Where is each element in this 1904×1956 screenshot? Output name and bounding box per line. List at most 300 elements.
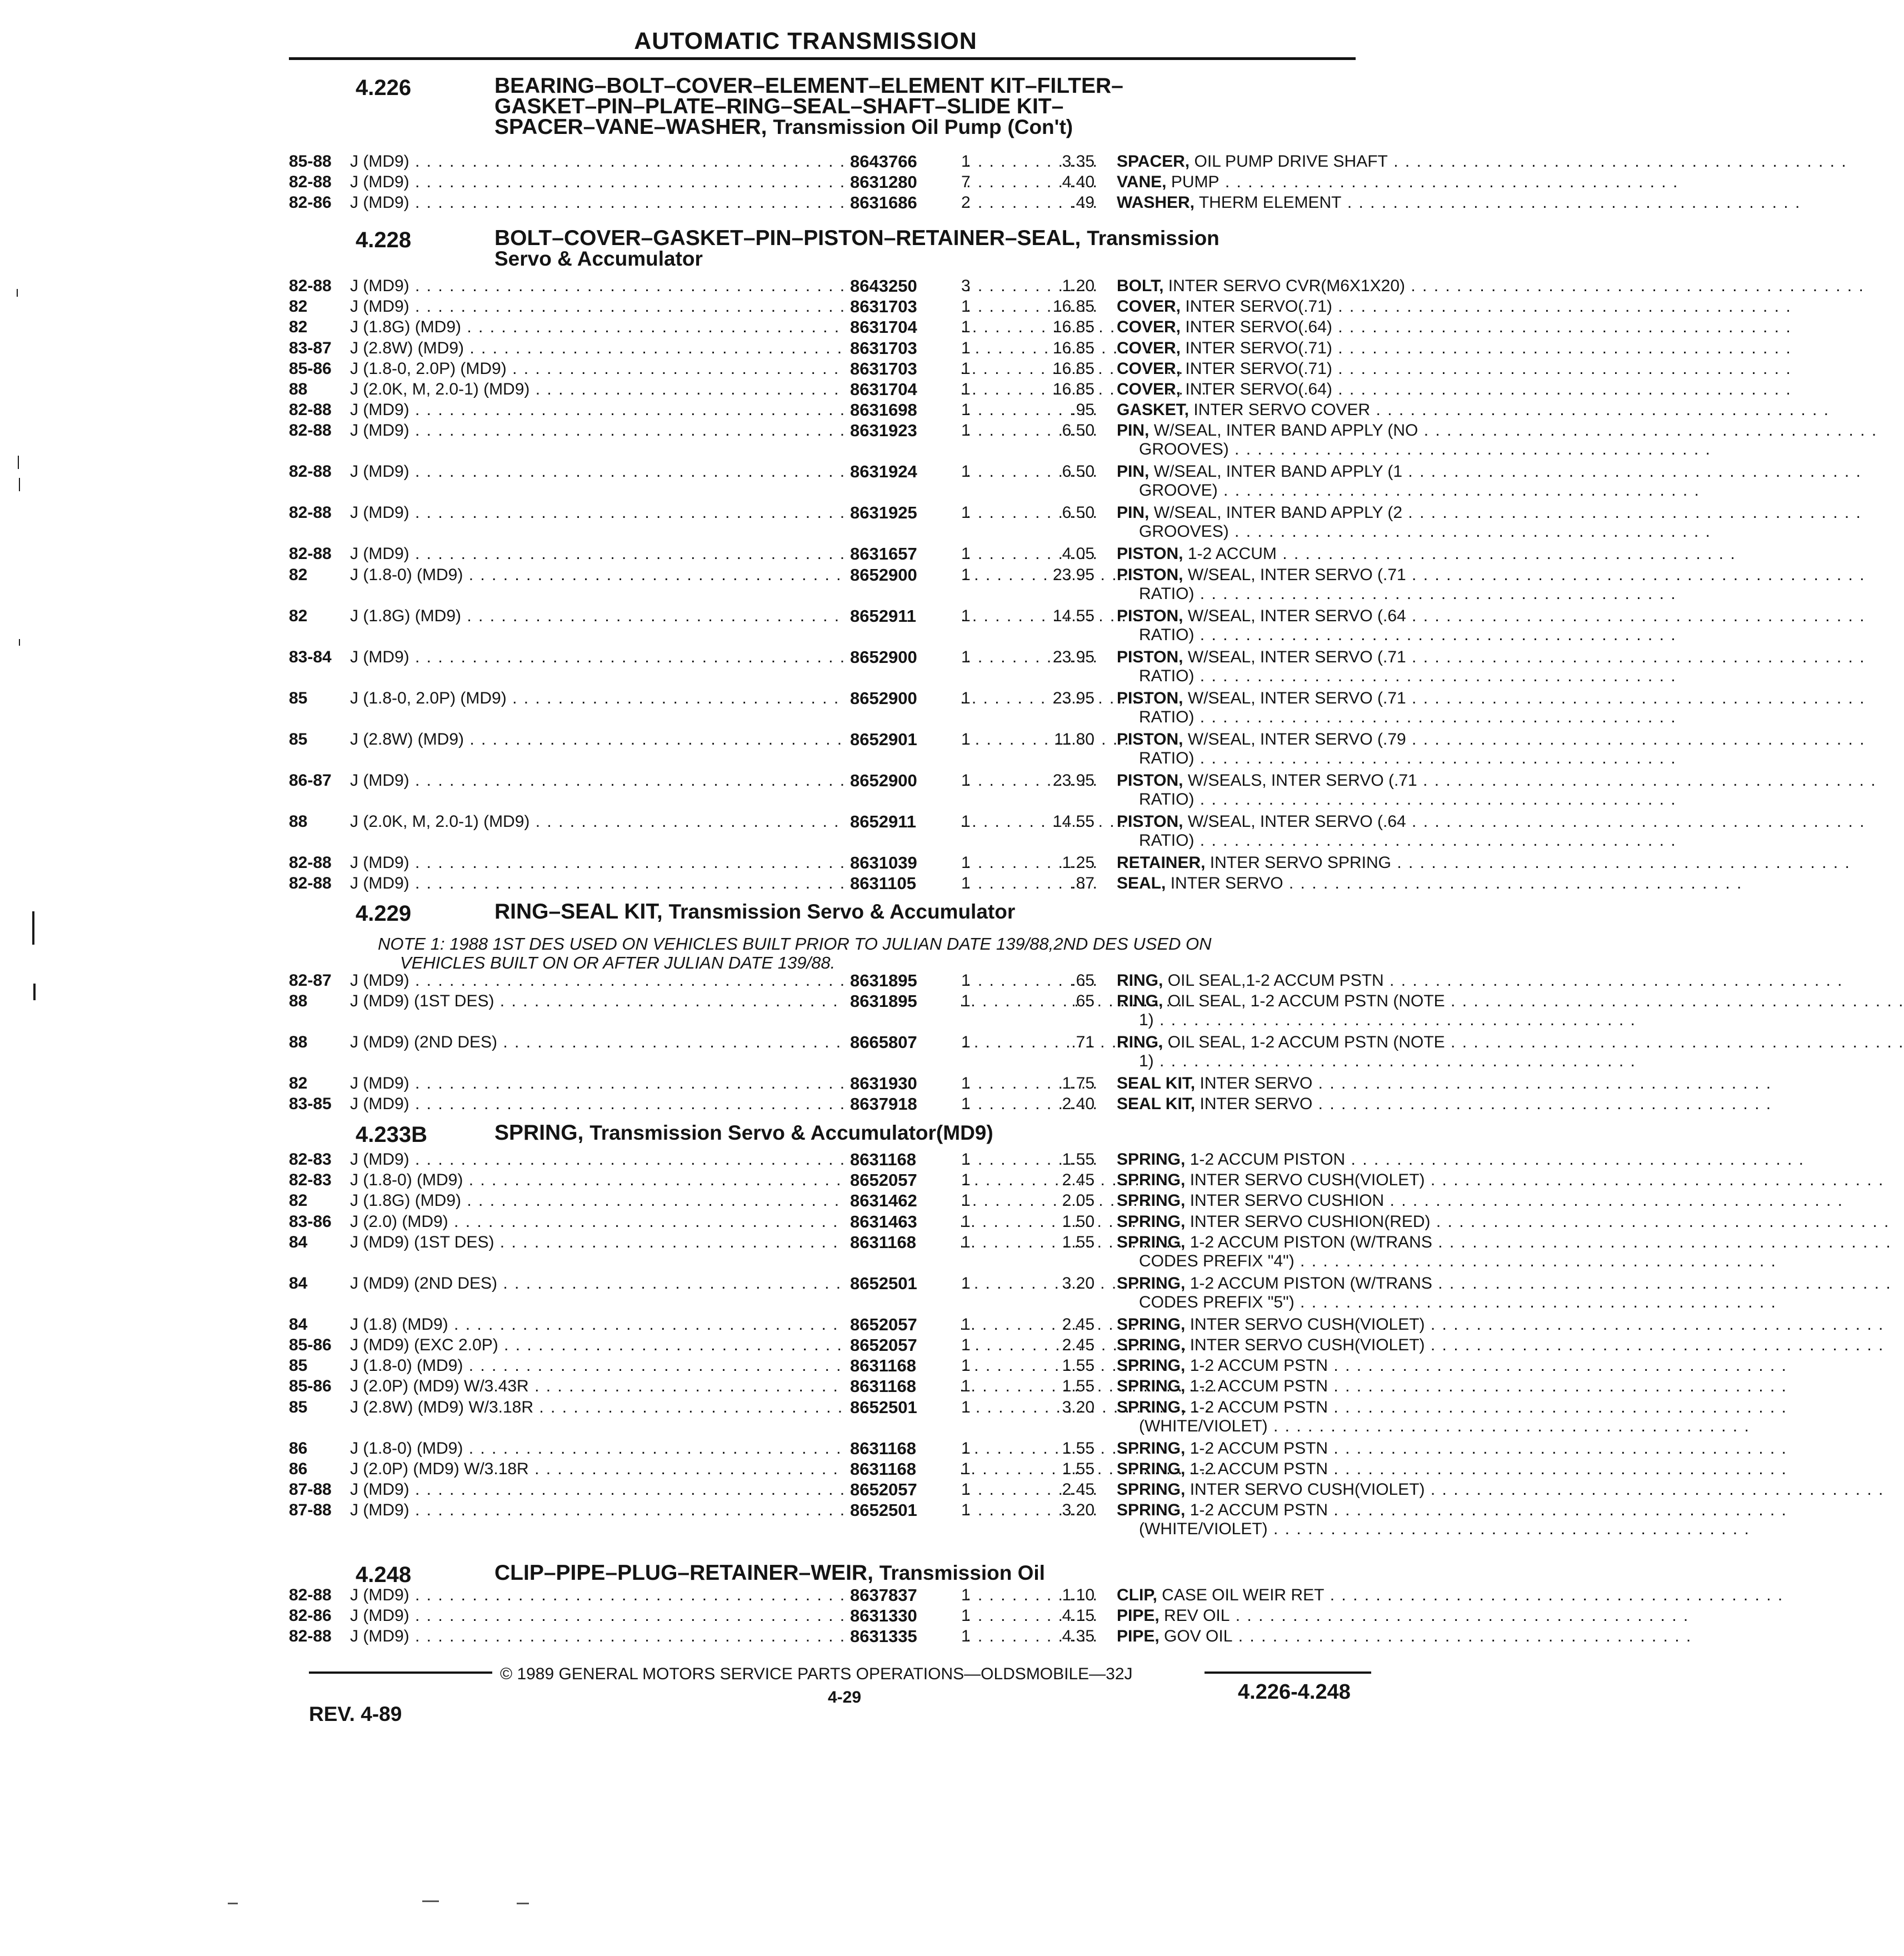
model-code: J (MD9) (2ND DES) . . .	[350, 1032, 950, 1053]
section-title	[494, 1563, 1372, 1583]
part-description	[1117, 811, 1406, 832]
part-number: 8631168	[844, 1232, 961, 1253]
model-code: J (MD9) (2ND DES) . . .	[350, 1273, 950, 1294]
section-number: 4.229	[356, 901, 412, 926]
quantity: 1	[961, 1150, 971, 1169]
price: 16.85	[1052, 380, 1095, 398]
part-description	[1117, 192, 1378, 213]
model-years: 82	[289, 1074, 308, 1092]
part-number: 8652901	[844, 729, 961, 750]
part-number: 8652057	[844, 1170, 961, 1191]
part-name: SPRING,	[1117, 1501, 1186, 1519]
part-name: PISTON,	[1117, 812, 1183, 831]
part-detail: W/SEAL, INTER BAND APPLY (1	[1153, 462, 1403, 481]
section-note-line: VEHICLES BUILT ON OR AFTER JULIAN DATE 139/88.	[400, 953, 836, 972]
part-description	[1117, 688, 1406, 709]
model-years: 83-84	[289, 648, 332, 666]
model-years: 85-88	[289, 152, 332, 171]
quantity: 1	[961, 854, 971, 872]
part-description	[1117, 420, 1418, 441]
section-title-line	[494, 1122, 1372, 1143]
table-row	[289, 770, 1417, 809]
part-detail: INTER SERVO	[1200, 1095, 1313, 1113]
part-description	[1117, 358, 1378, 380]
part-detail: GOV OIL	[1164, 1627, 1233, 1645]
price: 23.95	[1052, 648, 1095, 666]
part-name: PISTON,	[1117, 689, 1183, 707]
table-row	[289, 1459, 1378, 1481]
part-number: 8652501	[844, 1500, 961, 1521]
model-code: J (MD9) . . .	[350, 276, 950, 297]
quantity: 1	[961, 874, 971, 892]
scan-mark	[32, 911, 34, 945]
footer-section-range: 4.226-4.248	[1238, 1680, 1351, 1704]
part-name: COVER,	[1117, 360, 1181, 378]
price: .49	[1071, 193, 1095, 212]
part-detail: INTER SERVO COVER	[1193, 401, 1371, 419]
table-row	[289, 1073, 1378, 1095]
model-years: 82	[289, 1191, 308, 1210]
footer-rule-left	[309, 1671, 492, 1674]
price: 1.55	[1062, 1377, 1095, 1395]
part-number: 8631925	[844, 502, 961, 523]
quantity: 1	[961, 1191, 971, 1210]
part-description	[1117, 1438, 1378, 1459]
section-title-line: Servo & Accumulator	[494, 247, 703, 270]
part-description-cont: RATIO) . . .	[1139, 707, 1378, 728]
part-detail: 1-2 ACCUM PSTN	[1190, 1501, 1328, 1519]
model-code: J (MD9) (1ST DES) . . .	[350, 991, 950, 1012]
part-detail: INTER SERVO CUSH(VIOLET)	[1190, 1315, 1425, 1334]
section-title-cont: (Con't)	[1007, 116, 1073, 138]
part-number: 8652057	[844, 1314, 961, 1335]
model-code: J (MD9) . . .	[350, 1626, 950, 1647]
price: 4.15	[1062, 1606, 1095, 1625]
part-number: 8652900	[844, 565, 961, 586]
model-code: J (MD9) . . .	[350, 970, 950, 991]
part-description-cont: CODES PREFIX "5") . . .	[1139, 1292, 1378, 1313]
part-number: 8631895	[844, 970, 961, 991]
table-row	[289, 1149, 1378, 1171]
price: 1.20	[1062, 277, 1095, 295]
part-detail: OIL SEAL, 1-2 ACCUM PSTN (NOTE	[1167, 1033, 1445, 1051]
part-number: 8631280	[844, 172, 961, 193]
quantity: 1	[961, 462, 971, 481]
model-code: J (MD9) . . .	[350, 873, 950, 894]
price: 23.95	[1052, 771, 1095, 790]
part-number: 8652057	[844, 1479, 961, 1500]
part-description	[1117, 151, 1388, 172]
part-detail: INTER SERVO	[1200, 1074, 1313, 1092]
quantity: 1	[961, 1398, 971, 1416]
price: 23.95	[1052, 689, 1095, 707]
part-name: GASKET,	[1117, 401, 1190, 419]
table-row	[289, 461, 1403, 500]
part-number: 8631168	[844, 1438, 961, 1459]
part-name: SPRING,	[1117, 1150, 1186, 1169]
part-description	[1117, 1479, 1425, 1500]
model-years: 84	[289, 1274, 308, 1293]
price: 2.45	[1062, 1315, 1095, 1334]
part-name: SPRING,	[1117, 1356, 1186, 1375]
quantity: 1	[961, 971, 971, 990]
part-detail: INTER SERVO CUSH(VIOLET)	[1190, 1480, 1425, 1499]
table-row	[289, 379, 1378, 401]
part-description	[1117, 1211, 1431, 1233]
model-years: 85-86	[289, 360, 332, 378]
quantity: 1	[961, 1315, 971, 1334]
table-row	[289, 1032, 1445, 1070]
scan-mark	[17, 289, 18, 297]
price: 1.55	[1062, 1460, 1095, 1478]
table-row	[289, 1438, 1378, 1460]
part-description	[1117, 1355, 1378, 1376]
model-code: J (1.8-0) (MD9) . . .	[350, 1438, 950, 1459]
part-number: 8652911	[844, 606, 961, 627]
table-row	[289, 276, 1406, 298]
price: .95	[1071, 401, 1095, 419]
part-name: COVER,	[1117, 380, 1181, 398]
part-number: 8643250	[844, 276, 961, 297]
quantity: 7	[961, 173, 971, 191]
footer-page-number: 4-29	[828, 1688, 862, 1706]
quantity: 1	[961, 1356, 971, 1375]
quantity: 2	[961, 193, 971, 212]
price: 4.40	[1062, 173, 1095, 191]
table-row	[289, 1355, 1378, 1378]
section-title-line	[494, 228, 1372, 248]
quantity: 1	[961, 1606, 971, 1625]
scan-mark	[228, 1903, 238, 1904]
part-detail: INTER SERVO CUSHION(RED)	[1190, 1212, 1431, 1231]
model-years: 84	[289, 1315, 308, 1334]
part-number: 8652900	[844, 688, 961, 709]
table-row	[289, 172, 1378, 194]
model-years: 82-88	[289, 173, 332, 191]
part-number: 8652900	[844, 647, 961, 668]
quantity: 1	[961, 152, 971, 171]
price: 2.40	[1062, 1095, 1095, 1113]
quantity: 1	[961, 1336, 971, 1354]
price: 3.35	[1062, 152, 1095, 171]
part-detail: INTER SERVO(.64)	[1185, 318, 1332, 336]
table-row	[289, 317, 1378, 339]
quantity: 1	[961, 992, 971, 1010]
table-row	[289, 647, 1406, 685]
part-detail: W/SEAL, INTER SERVO (.79	[1187, 730, 1406, 749]
table-row	[289, 1170, 1425, 1192]
scan-mark	[517, 1903, 529, 1904]
part-description	[1117, 852, 1391, 874]
part-number: 8631923	[844, 420, 961, 441]
section-title-main: SPRING,	[494, 1121, 584, 1145]
table-row	[289, 852, 1391, 875]
model-code: J (MD9) . . .	[350, 461, 950, 482]
table-row	[289, 151, 1388, 173]
table-row	[289, 296, 1378, 318]
part-detail: THERM ELEMENT	[1198, 193, 1342, 212]
price: 14.55	[1052, 607, 1095, 625]
price: .65	[1071, 992, 1095, 1010]
model-years: 86	[289, 1439, 308, 1458]
model-years: 88	[289, 812, 308, 831]
part-description-cont: (WHITE/VIOLET) . . .	[1139, 1416, 1378, 1437]
model-years: 82-88	[289, 421, 332, 440]
part-number: 8652501	[844, 1273, 961, 1294]
price: 16.85	[1052, 339, 1095, 357]
price: 1.55	[1062, 1439, 1095, 1458]
part-detail: W/SEAL, INTER SERVO (.64	[1187, 607, 1406, 625]
part-name: SPRING,	[1117, 1480, 1186, 1499]
price: 6.50	[1062, 503, 1095, 522]
price: 1.55	[1062, 1150, 1095, 1169]
part-detail: PUMP	[1171, 173, 1220, 191]
part-detail: INTER SERVO SPRING	[1210, 854, 1391, 872]
model-code: J (1.8G) (MD9) . . .	[350, 606, 950, 627]
scan-mark	[19, 478, 20, 491]
table-row	[289, 338, 1378, 360]
footer-rule-right	[1205, 1671, 1371, 1674]
model-years: 82-88	[289, 277, 332, 295]
table-row	[289, 1232, 1432, 1270]
model-code: J (1.8-0, 2.0P) (MD9) . . .	[350, 688, 950, 709]
part-name: COVER,	[1117, 318, 1181, 336]
part-number: 8631335	[844, 1626, 961, 1647]
part-detail: W/SEAL, INTER SERVO (.71	[1187, 689, 1406, 707]
part-name: PISTON,	[1117, 771, 1183, 790]
part-detail: OIL SEAL,1-2 ACCUM PSTN	[1167, 971, 1384, 990]
model-code: J (2.8W) (MD9) . . .	[350, 729, 950, 750]
model-years: 82-88	[289, 503, 332, 522]
quantity: 1	[961, 401, 971, 419]
model-code: J (MD9) . . .	[350, 1149, 950, 1170]
table-row	[289, 1376, 1378, 1398]
section-title	[494, 1122, 1372, 1143]
price: 3.20	[1062, 1501, 1095, 1519]
price: 1.75	[1062, 1074, 1095, 1092]
model-years: 82-88	[289, 1627, 332, 1645]
price: .71	[1071, 1033, 1095, 1051]
price: 3.20	[1062, 1398, 1095, 1416]
quantity: 1	[961, 1033, 971, 1051]
part-detail: OIL PUMP DRIVE SHAFT	[1194, 152, 1388, 171]
section-title	[494, 228, 1372, 269]
part-description	[1117, 1190, 1385, 1211]
section-title-line: GASKET–PIN–PLATE–RING–SEAL–SHAFT–SLIDE KIT–	[494, 94, 1064, 118]
model-code: J (MD9) . . .	[350, 1605, 950, 1626]
model-years: 82	[289, 297, 308, 316]
part-detail: INTER SERVO CVR(M6X1X20)	[1168, 277, 1406, 295]
part-number: 8631703	[844, 338, 961, 359]
part-description	[1117, 770, 1417, 791]
part-name: PIPE,	[1117, 1627, 1160, 1645]
table-row	[289, 688, 1406, 726]
part-detail: 1-2 ACCUM PISTON	[1190, 1150, 1346, 1169]
part-detail: 1-2 ACCUM PSTN	[1190, 1377, 1328, 1395]
part-number: 8631895	[844, 991, 961, 1012]
part-name: SPRING,	[1117, 1398, 1186, 1416]
model-years: 86-87	[289, 771, 332, 790]
section-title-sub: Transmission Oil Pump	[773, 116, 1002, 138]
model-years: 86	[289, 1460, 308, 1478]
part-name: PIN,	[1117, 462, 1150, 481]
part-description	[1117, 172, 1378, 193]
table-row	[289, 358, 1378, 381]
price: 4.35	[1062, 1627, 1095, 1645]
part-description	[1117, 502, 1403, 523]
model-code: J (1.8-0) (MD9) . . .	[350, 1355, 950, 1376]
part-number: 8631168	[844, 1149, 961, 1170]
part-detail: 1-2 ACCUM PSTN	[1190, 1356, 1328, 1375]
part-number: 8631930	[844, 1073, 961, 1094]
model-years: 85	[289, 689, 308, 707]
part-description	[1117, 1273, 1432, 1294]
part-detail: 1-2 ACCUM PSTN	[1190, 1398, 1328, 1416]
quantity: 1	[961, 1274, 971, 1293]
footer-revision: REV. 4-89	[309, 1703, 402, 1725]
part-name: SPRING,	[1117, 1233, 1186, 1251]
model-code: J (1.8G) (MD9) . . .	[350, 317, 950, 338]
table-row	[289, 565, 1406, 603]
model-code: J (1.8-0) (MD9) . . .	[350, 565, 950, 586]
model-years: 82-83	[289, 1171, 332, 1189]
model-years: 85-86	[289, 1377, 332, 1395]
table-row	[289, 420, 1418, 458]
quantity: 1	[961, 318, 971, 336]
quantity: 1	[961, 1439, 971, 1458]
quantity: 1	[961, 812, 971, 831]
part-description	[1117, 461, 1403, 482]
part-name: SPRING,	[1117, 1171, 1186, 1189]
price: 1.55	[1062, 1356, 1095, 1375]
model-code: J (MD9) (1ST DES) . . .	[350, 1232, 950, 1253]
part-detail: 1-2 ACCUM PSTN	[1190, 1460, 1328, 1478]
model-code: J (2.0P) (MD9) W/3.18R . . .	[350, 1459, 950, 1480]
table-row	[289, 1605, 1378, 1628]
part-name: PIN,	[1117, 503, 1150, 522]
model-years: 82-86	[289, 1606, 332, 1625]
model-years: 85	[289, 730, 308, 749]
model-years: 85	[289, 1398, 308, 1416]
part-name: SPRING,	[1117, 1212, 1186, 1231]
part-detail: W/SEAL, INTER BAND APPLY (NO	[1153, 421, 1418, 440]
part-number: 8652911	[844, 811, 961, 832]
part-description-cont: 1) . . .	[1139, 1010, 1378, 1031]
table-row	[289, 1273, 1432, 1311]
model-years: 84	[289, 1233, 308, 1251]
part-detail: 1-2 ACCUM PISTON (W/TRANS	[1190, 1274, 1432, 1293]
part-number: 8637837	[844, 1585, 961, 1606]
model-years: 82-88	[289, 462, 332, 481]
quantity: 1	[961, 545, 971, 563]
part-detail: INTER SERVO(.71)	[1185, 339, 1332, 357]
scan-mark	[19, 639, 20, 646]
part-name: SPRING,	[1117, 1377, 1186, 1395]
quantity: 1	[961, 1095, 971, 1113]
section-title-main: SPACER–VANE–WASHER,	[494, 115, 767, 139]
quantity: 1	[961, 297, 971, 316]
model-years: 82	[289, 318, 308, 336]
model-code: J (MD9) . . .	[350, 1073, 950, 1094]
part-number: 8637918	[844, 1094, 961, 1115]
part-description-cont: RATIO) . . .	[1139, 830, 1378, 851]
table-row	[289, 543, 1378, 566]
part-number: 8652900	[844, 770, 961, 791]
part-description-cont: RATIO) . . .	[1139, 789, 1378, 810]
model-code: J (2.8W) (MD9) . . .	[350, 338, 950, 359]
model-years: 82-88	[289, 401, 332, 419]
part-name: PISTON,	[1117, 566, 1183, 584]
part-number: 8652501	[844, 1397, 961, 1418]
model-code: J (MD9) . . .	[350, 172, 950, 193]
quantity: 1	[961, 421, 971, 440]
part-description	[1117, 1500, 1378, 1521]
quantity: 1	[961, 1627, 971, 1645]
section-note	[378, 935, 1367, 972]
table-row	[289, 400, 1378, 422]
model-code: J (1.8-0) (MD9) . . .	[350, 1170, 950, 1191]
table-row	[289, 502, 1403, 541]
quantity: 1	[961, 503, 971, 522]
part-number: 8631168	[844, 1459, 961, 1480]
part-name: SPACER,	[1117, 152, 1190, 171]
part-detail: INTER SERVO(.64)	[1185, 380, 1332, 398]
part-description	[1117, 276, 1406, 297]
part-name: COVER,	[1117, 339, 1181, 357]
part-description-cont: GROOVES) . . .	[1139, 521, 1378, 542]
model-code: J (MD9) . . .	[350, 770, 950, 791]
quantity: 1	[961, 771, 971, 790]
model-years: 85-86	[289, 1336, 332, 1354]
table-row	[289, 1397, 1378, 1435]
model-code: J (MD9) . . .	[350, 852, 950, 874]
part-name: RING,	[1117, 971, 1163, 990]
quantity: 1	[961, 1212, 971, 1231]
part-detail: 1-2 ACCUM	[1187, 545, 1277, 563]
page-header	[289, 28, 1356, 60]
quantity: 1	[961, 1171, 971, 1189]
part-description-cont: CODES PREFIX "4") . . .	[1139, 1251, 1378, 1272]
scan-mark	[33, 984, 36, 1000]
part-number: 8631463	[844, 1211, 961, 1233]
table-row	[289, 1314, 1425, 1336]
quantity: 1	[961, 339, 971, 357]
table-row	[289, 873, 1378, 895]
part-number: 8631703	[844, 296, 961, 317]
part-detail: W/SEAL, INTER SERVO (.71	[1187, 566, 1406, 584]
model-years: 88	[289, 1033, 308, 1051]
quantity: 1	[961, 607, 971, 625]
part-description	[1117, 296, 1378, 317]
model-years: 82	[289, 566, 308, 584]
model-years: 82-86	[289, 193, 332, 212]
quantity: 1	[961, 380, 971, 398]
section-title-main: CLIP–PIPE–PLUG–RETAINER–WEIR,	[494, 1561, 873, 1585]
part-detail: 1-2 ACCUM PSTN	[1190, 1439, 1328, 1458]
section-title-sub: Transmission Oil	[879, 1561, 1045, 1584]
part-name: SEAL KIT,	[1117, 1074, 1196, 1092]
part-description	[1117, 970, 1384, 991]
part-detail: INTER SERVO	[1170, 874, 1283, 892]
price: 2.45	[1062, 1336, 1095, 1354]
quantity: 1	[961, 1233, 971, 1251]
part-description	[1117, 1397, 1378, 1418]
part-description	[1117, 873, 1378, 894]
model-code: J (MD9) . . .	[350, 192, 950, 213]
section-number: 4.226	[356, 76, 412, 100]
part-detail: CASE OIL WEIR RET	[1162, 1586, 1325, 1604]
part-description	[1117, 317, 1378, 338]
